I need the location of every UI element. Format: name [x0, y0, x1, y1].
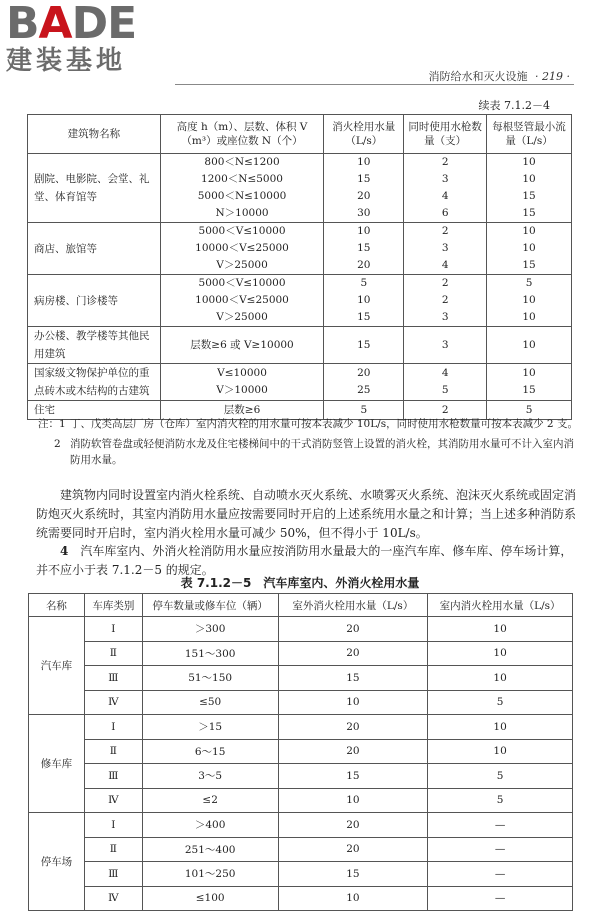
value-cell: Ⅱ	[84, 739, 142, 764]
cell-value: 10	[357, 294, 371, 306]
hydrant-water-table	[27, 114, 572, 420]
value-cell: ≤100	[142, 886, 278, 911]
cell-value: 15	[357, 311, 371, 323]
cell-value: 10	[522, 242, 536, 254]
value-cell: Ⅰ	[84, 813, 142, 838]
value-cell: ＞15	[142, 715, 278, 740]
cell-value: 5	[525, 403, 533, 416]
value-cell	[324, 364, 404, 401]
column-header: 建筑物名称	[28, 115, 161, 154]
value-cell: 151～300	[142, 641, 278, 666]
value-cell: —	[428, 837, 573, 862]
value-cell: —	[428, 813, 573, 838]
value-cell: 15	[278, 666, 428, 691]
table-row	[29, 813, 573, 838]
table-row	[29, 715, 573, 740]
cell-value: V≤10000	[217, 367, 267, 379]
table-row	[29, 764, 573, 789]
cell-value: 10	[522, 173, 536, 185]
cell-value: 20	[357, 190, 371, 202]
value-cell: 10	[278, 690, 428, 715]
value-cell: 6～15	[142, 739, 278, 764]
cell-value: 层数≥6 或 V≥10000	[190, 338, 294, 351]
cell-value: 15	[522, 207, 536, 219]
value-cell: 20	[278, 617, 428, 642]
value-cell: ＞400	[142, 813, 278, 838]
cell-value: 5	[525, 277, 533, 289]
cell-value: 3	[441, 311, 449, 323]
cell-value: 5	[360, 403, 368, 416]
column-header: 室外消火栓用水量（L/s）	[278, 594, 428, 617]
value-cell: —	[428, 886, 573, 911]
cell-value: 10	[522, 367, 536, 379]
cell-value: 15	[357, 338, 371, 351]
body-paragraph: 4 汽车库室内、外消火栓消防用水量应按消防用水量最大的一座汽车库、修车库、停车场计算，并不应小于表 7.1.2－5 的规定。	[36, 544, 573, 577]
table-row	[28, 364, 572, 401]
garage-name-cell: 修车库	[29, 715, 85, 813]
logo	[6, 2, 181, 76]
cell-value: 5	[360, 277, 368, 289]
cell-value: N＞10000	[215, 207, 269, 219]
building-name-cell: 国家级文物保护单位的重点砖木或木结构的古建筑	[28, 364, 161, 401]
cell-value: 2	[441, 403, 449, 416]
cell-value: 3	[441, 338, 449, 351]
value-cell: Ⅳ	[84, 886, 142, 911]
running-header	[429, 68, 570, 84]
cell-value: 10	[357, 225, 371, 237]
cell-value: 10	[522, 225, 536, 237]
value-cell	[404, 327, 487, 364]
value-cell: 15	[278, 764, 428, 789]
value-cell: Ⅲ	[84, 666, 142, 691]
table-row	[29, 617, 573, 642]
value-cell	[487, 327, 572, 364]
value-cell: Ⅰ	[84, 617, 142, 642]
value-cell	[160, 275, 324, 327]
cell-value: 2	[441, 225, 449, 237]
column-header: 每根竖管最小流量（L/s）	[487, 115, 572, 154]
cell-value: 800＜N≤1200	[204, 156, 280, 168]
value-cell	[487, 223, 572, 275]
column-header: 同时使用水枪数量（支）	[404, 115, 487, 154]
column-header: 消火栓用水量（L/s）	[324, 115, 404, 154]
cell-value: 15	[357, 173, 371, 185]
value-cell: 15	[278, 862, 428, 887]
value-cell	[487, 275, 572, 327]
table-header-row	[28, 115, 572, 154]
value-cell	[324, 154, 404, 223]
cell-value: 10	[522, 338, 536, 351]
cell-value: 15	[522, 259, 536, 271]
table-row	[29, 886, 573, 911]
value-cell: Ⅰ	[84, 715, 142, 740]
cell-value: 10	[522, 294, 536, 306]
cell-value: 20	[357, 259, 371, 271]
value-cell: 20	[278, 837, 428, 862]
value-cell: 5	[428, 764, 573, 789]
cell-value: 5000＜N≤10000	[197, 190, 287, 202]
table-row	[29, 739, 573, 764]
table-row	[28, 223, 572, 275]
table-row	[28, 327, 572, 364]
value-cell	[160, 364, 324, 401]
value-cell: Ⅱ	[84, 641, 142, 666]
cell-value: 2	[441, 294, 449, 306]
value-cell	[324, 327, 404, 364]
logo-subtitle: 建装基地	[6, 46, 127, 76]
section-title: 消防给水和灭火设施	[428, 70, 528, 83]
value-cell: 20	[278, 739, 428, 764]
value-cell	[160, 154, 324, 223]
logo-wordmark: BADE	[6, 0, 137, 49]
value-cell: 10	[428, 641, 573, 666]
cell-value: 3	[441, 173, 449, 185]
table-row	[28, 154, 572, 223]
value-cell	[404, 364, 487, 401]
value-cell: 20	[278, 641, 428, 666]
table-continued-label: 续表 7.1.2－4	[478, 99, 550, 112]
cell-value: 10000＜V≤25000	[195, 242, 289, 254]
cell-value: 层数≥6	[223, 403, 261, 416]
cell-value: 30	[357, 207, 371, 219]
building-name-cell: 商店、旅馆等	[28, 223, 161, 275]
value-cell	[324, 275, 404, 327]
value-cell: 10	[278, 788, 428, 813]
cell-value: 10000＜V≤25000	[195, 294, 289, 306]
cell-value: 4	[441, 259, 449, 271]
value-cell	[160, 327, 324, 364]
cell-value: 1200＜N≤5000	[201, 173, 283, 185]
value-cell: 3～5	[142, 764, 278, 789]
value-cell: ≤50	[142, 690, 278, 715]
garage-hydrant-table	[28, 593, 573, 911]
garage-name-cell: 停车场	[29, 813, 85, 911]
table-row	[29, 641, 573, 666]
cell-value: 15	[522, 384, 536, 396]
note-item: 注：1 丁、戊类高层厂房（仓库）室内消火栓的用水量可按本表减少 10L/s，同时使用水枪数量可按本表减少 2 支。	[38, 418, 578, 430]
value-cell: 20	[278, 813, 428, 838]
cell-value: 10	[522, 156, 536, 168]
value-cell: 10	[278, 886, 428, 911]
value-cell: 10	[428, 739, 573, 764]
building-name-cell: 住宅	[28, 401, 161, 420]
cell-value: 10	[522, 311, 536, 323]
table-caption: 表 7.1.2－5 汽车库室内、外消火栓用水量	[180, 576, 420, 590]
column-header: 车库类别	[84, 594, 142, 617]
value-cell: 251～400	[142, 837, 278, 862]
cell-value: V＞10000	[216, 384, 268, 396]
value-cell: 5	[428, 690, 573, 715]
value-cell	[487, 364, 572, 401]
cell-value: 2	[441, 277, 449, 289]
building-name-cell: 病房楼、门诊楼等	[28, 275, 161, 327]
value-cell: 10	[428, 666, 573, 691]
value-cell	[160, 223, 324, 275]
cell-value: 15	[522, 190, 536, 202]
cell-value: 5000＜V≤10000	[198, 277, 286, 289]
table-row	[29, 690, 573, 715]
cell-value: 15	[357, 242, 371, 254]
value-cell: Ⅳ	[84, 788, 142, 813]
value-cell: 5	[428, 788, 573, 813]
cell-value: 10	[357, 156, 371, 168]
page-number: · 219 ·	[535, 70, 570, 83]
cell-value: 6	[441, 207, 449, 219]
column-header: 室内消火栓用水量（L/s）	[428, 594, 573, 617]
table-notes	[38, 416, 578, 472]
value-cell: 51～150	[142, 666, 278, 691]
cell-value: 5	[441, 384, 449, 396]
value-cell: Ⅱ	[84, 837, 142, 862]
header-rule	[175, 84, 574, 85]
table-row	[29, 837, 573, 862]
value-cell: Ⅲ	[84, 764, 142, 789]
cell-value: 5000＜V≤10000	[198, 225, 286, 237]
value-cell	[324, 223, 404, 275]
table-row	[28, 275, 572, 327]
garage-name-cell: 汽车库	[29, 617, 85, 715]
building-name-cell: 剧院、电影院、会堂、礼堂、体育馆等	[28, 154, 161, 223]
value-cell: 101～250	[142, 862, 278, 887]
cell-value: 4	[441, 367, 449, 379]
column-header: 名称	[29, 594, 85, 617]
table-header-row	[29, 594, 573, 617]
column-header: 停车数量或修车位（辆）	[142, 594, 278, 617]
cell-value: V＞25000	[216, 259, 268, 271]
column-header: 高度 h（m）、层数、体积 V（m³）或座位数 N（个）	[160, 115, 324, 154]
cell-value: V＞25000	[216, 311, 268, 323]
building-name-cell: 办公楼、教学楼等其他民用建筑	[28, 327, 161, 364]
cell-value: 3	[441, 242, 449, 254]
value-cell: 10	[428, 715, 573, 740]
value-cell	[487, 154, 572, 223]
value-cell	[404, 223, 487, 275]
body-paragraph: 建筑物内同时设置室内消火栓系统、自动喷水灭火系统、水喷雾灭火系统、泡沫灭火系统或固定消防炮灭火系统时，其室内消防用水量应按需要同时开启的上述系统用水量之和计算；当上述多种消防系统需要同时开启时，室内消火栓用水量可减少 50%，但不得小于 10L/s。	[36, 488, 577, 540]
value-cell: —	[428, 862, 573, 887]
value-cell	[404, 275, 487, 327]
table-row	[29, 862, 573, 887]
cell-value: 20	[357, 367, 371, 379]
cell-value: 25	[357, 384, 371, 396]
clause-number: 4	[60, 544, 69, 558]
value-cell	[404, 154, 487, 223]
table-row	[29, 666, 573, 691]
value-cell: Ⅲ	[84, 862, 142, 887]
value-cell: ＞300	[142, 617, 278, 642]
note-item: 2 消防软管卷盘或轻便消防水龙及住宅楼梯间中的干式消防竖管上设置的消火栓，其消防用水量可不计入室内消防用水量。	[54, 438, 574, 466]
table-row	[29, 788, 573, 813]
value-cell: ≤2	[142, 788, 278, 813]
cell-value: 4	[441, 190, 449, 202]
value-cell: Ⅳ	[84, 690, 142, 715]
cell-value: 2	[441, 156, 449, 168]
value-cell: 20	[278, 715, 428, 740]
value-cell: 10	[428, 617, 573, 642]
